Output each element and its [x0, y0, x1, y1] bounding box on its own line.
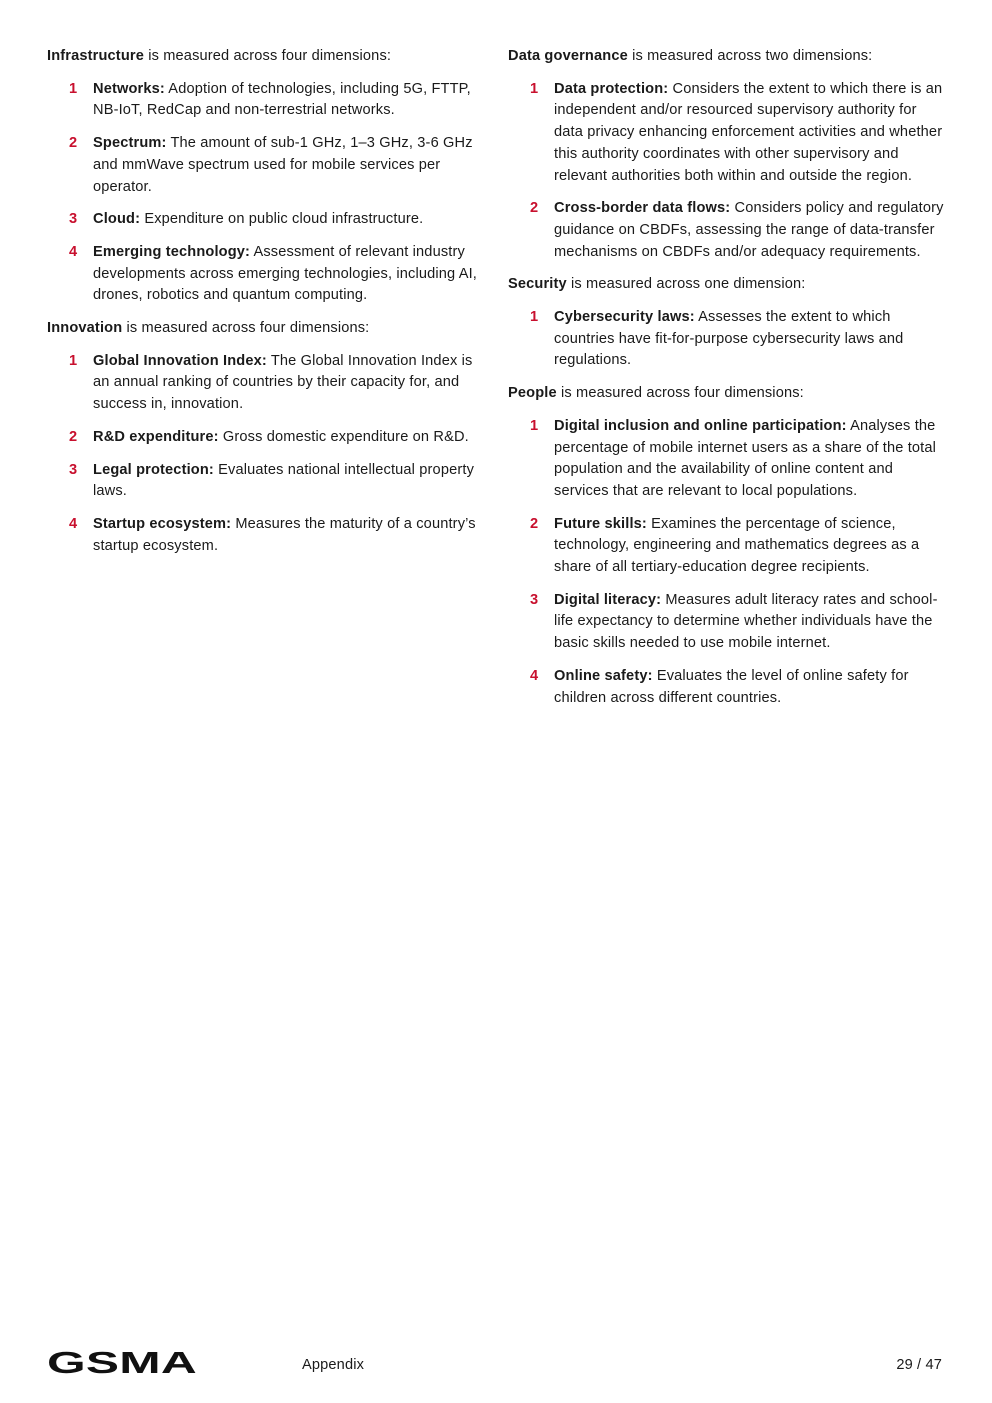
list-item: 3 Legal protection: Evaluates national intellectual property laws. — [69, 461, 475, 500]
list-item: 4 Startup ecosystem: Measures the maturity of a country’s startup ecosystem. — [69, 515, 476, 554]
section-title: Infrastructure — [47, 48, 144, 64]
section-data-governance — [508, 46, 948, 263]
gsma-logo — [47, 1350, 199, 1376]
item-label: Digital literacy: — [554, 591, 662, 608]
item-number: 3 — [530, 591, 539, 608]
item-number: 2 — [530, 515, 539, 532]
item-number: 3 — [69, 211, 78, 228]
list-item: 1 Global Innovation Index: The Global Innovation Index is an annual ranking of countries by their capacity for, and success in, innovation. — [69, 352, 473, 413]
list-item: 2 R&D expenditure: Gross domestic expenditure on R&D. — [47, 427, 487, 449]
list-item: 2 Spectrum: The amount of sub-1 GHz, 1–3 GHz, 3-6 GHz and mmWave spectrum used for mobile services per operator. — [69, 135, 473, 195]
item-label: Cross-border data flows: — [554, 200, 731, 217]
item-label: Global Innovation Index: — [93, 352, 267, 369]
right-column — [508, 46, 948, 720]
list-item: 2 Cross-border data flows: Considers policy and regulatory guidance on CBDFs, assessing the range of data-transfer mechanisms on CBDFs and/or adequacy requirements. — [530, 200, 944, 260]
item-label: Future skills: — [554, 515, 647, 532]
item-label: Spectrum: — [93, 135, 167, 152]
list-item: 4 Emerging technology: Assessment of relevant industry developments across emerging technologies, including AI, drones, robotics and quantum computing. — [69, 243, 478, 304]
section-intro: Innovation is measured across four dimensions: — [47, 320, 370, 337]
list-item: 4 Online safety: Evaluates the level of online safety for children across different countries. — [530, 667, 909, 706]
item-number: 2 — [69, 428, 78, 445]
list-item: 3 Cloud: Expenditure on public cloud infrastructure. — [47, 209, 487, 231]
item-label: Emerging technology: — [93, 243, 251, 260]
item-number: 4 — [530, 667, 539, 684]
item-number: 1 — [69, 80, 78, 97]
section-title: Data governance — [508, 48, 628, 64]
item-label: R&D expenditure: — [93, 428, 219, 445]
footer-section-label: Appendix — [302, 1357, 365, 1373]
section-people — [508, 383, 948, 709]
item-label: Cloud: — [93, 211, 141, 228]
list-item: 3 Digital literacy: Measures adult literacy rates and school-life expectancy to determine whether individuals have the basic skills needed to use mobile internet. — [530, 591, 938, 652]
list-item: 1 Cybersecurity laws: Assesses the extent to which countries have fit-for-purpose cybersecurity laws and regulations. — [530, 309, 904, 369]
item-label: Data protection: — [554, 80, 669, 97]
list-item: 1 Digital inclusion and online participation: Analyses the percentage of mobile internet users as a share of the total population and the availability of online content and services that are relevant to local populations. — [530, 417, 937, 499]
section-title: Security — [508, 276, 567, 293]
page-footer — [0, 1350, 992, 1380]
item-number: 1 — [530, 80, 539, 97]
section-title: Innovation — [47, 320, 123, 337]
item-label: Networks: — [93, 80, 165, 97]
item-number: 3 — [69, 461, 78, 478]
item-number: 1 — [530, 417, 539, 434]
page-number: 29 / 47 — [896, 1357, 942, 1373]
list-item: 1 Networks: Adoption of technologies, including 5G, FTTP, NB-IoT, RedCap and non-terrestrial networks. — [69, 80, 471, 119]
section-intro: Infrastructure is measured across four dimensions: — [47, 48, 392, 64]
section-intro: Security is measured across one dimension: — [508, 276, 806, 293]
item-label: Digital inclusion and online participation: — [554, 417, 847, 434]
item-label: Startup ecosystem: — [93, 515, 232, 532]
item-number: 1 — [69, 352, 78, 369]
item-label: Legal protection: — [93, 461, 214, 478]
item-label: Cybersecurity laws: — [554, 309, 695, 326]
list-item: 1 Data protection: Considers the extent to which there is an independent and/or resourced supervisory authority for data privacy enhancing enforcement activities and whether this authority coordinates with other supervisory and relevant authorities both within and outside the region. — [530, 80, 943, 184]
left-column — [47, 46, 487, 568]
item-label: Online safety: — [554, 667, 653, 684]
section-infrastructure — [47, 46, 487, 307]
item-number: 2 — [69, 135, 78, 152]
item-number: 1 — [530, 309, 539, 326]
section-intro: Data governance is measured across two dimensions: — [508, 48, 873, 64]
svg-text:GSMA: GSMA — [47, 1350, 197, 1376]
section-innovation — [47, 318, 487, 557]
section-intro: People is measured across four dimensions: — [508, 385, 804, 402]
item-number: 4 — [69, 243, 78, 260]
list-item: 2 Future skills: Examines the percentage of science, technology, engineering and mathematics degrees as a share of all tertiary-education degree recipients. — [530, 515, 920, 576]
section-security — [508, 274, 948, 372]
item-number: 4 — [69, 515, 78, 532]
section-title: People — [508, 385, 557, 402]
item-number: 2 — [530, 200, 539, 217]
